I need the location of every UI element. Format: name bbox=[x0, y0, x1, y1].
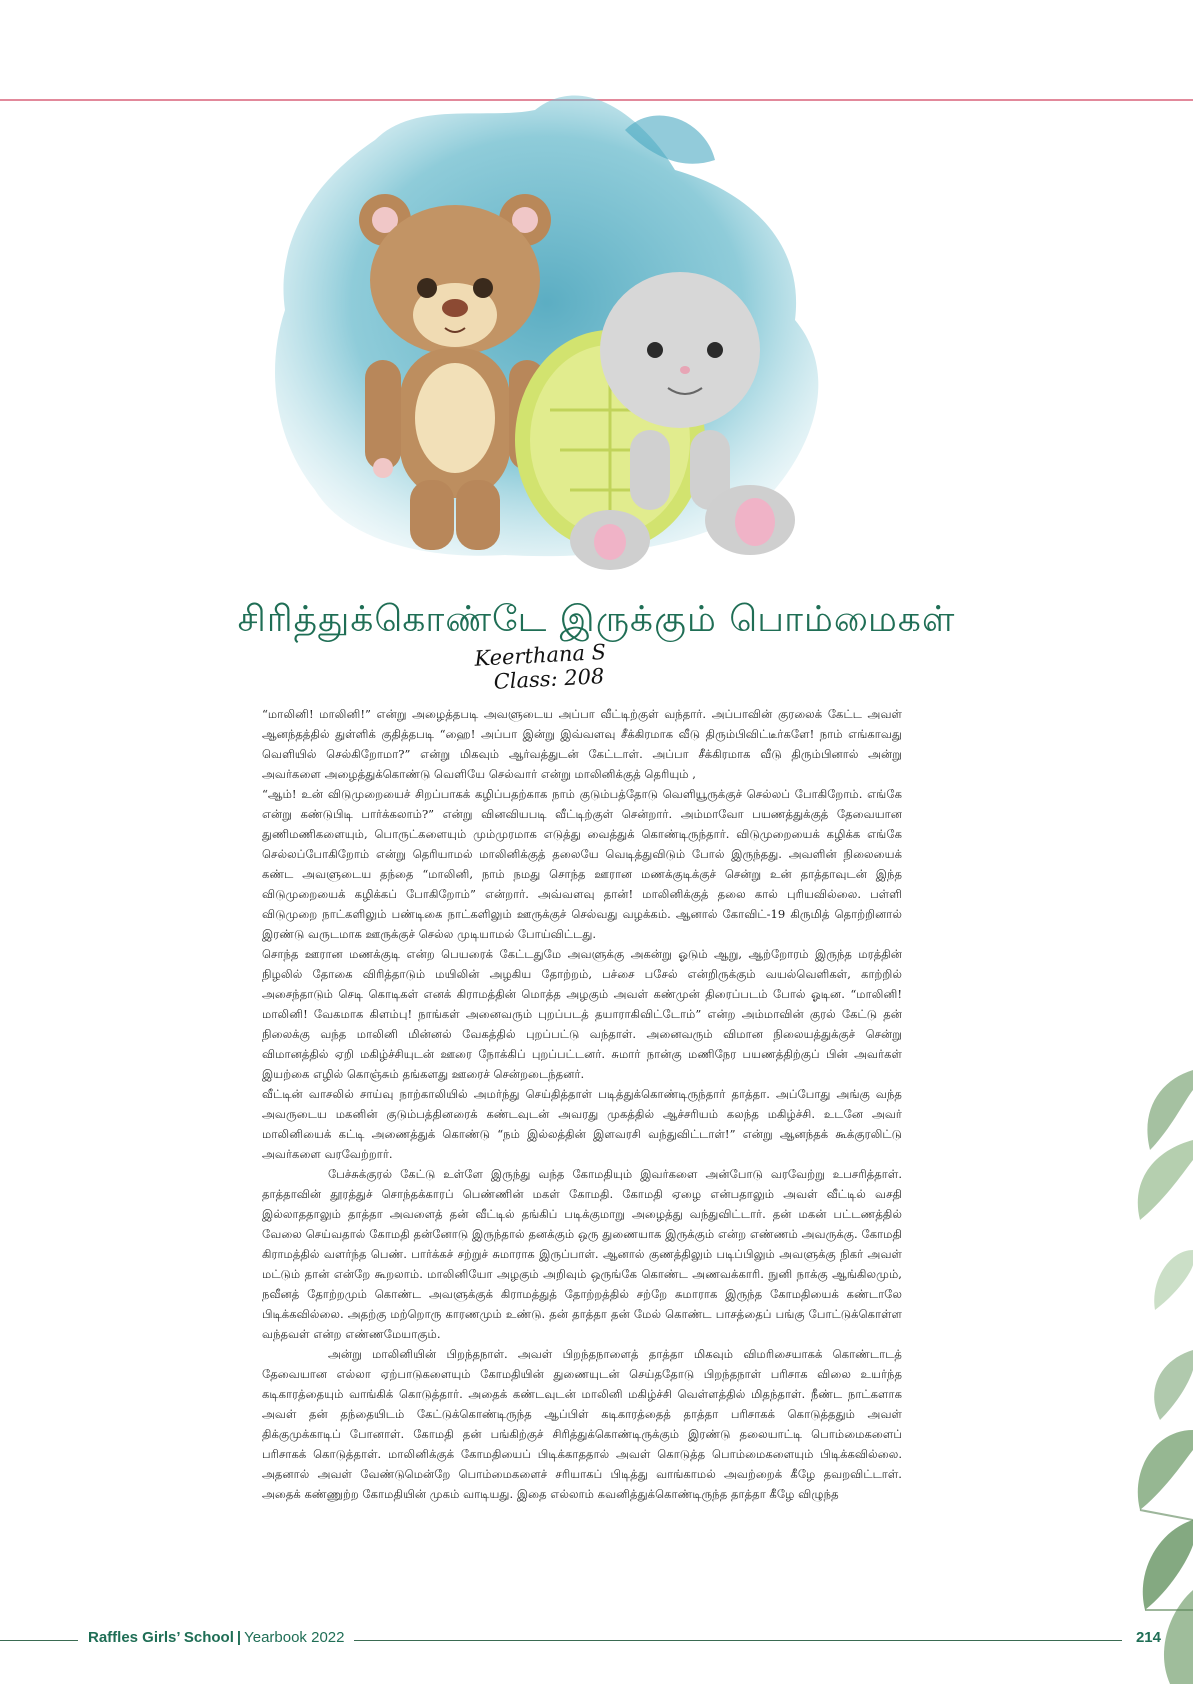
story-paragraph: “மாலினி! மாலினி!” என்று அழைத்தபடி அவளுடைய அப்பா வீட்டிற்குள் வந்தார். அப்பாவின் குரலைக் கேட்ட அவள் ஆனந்தத்தில் துள்ளிக் குதித்தபடி “ஹை! அப்பா இன்று இவ்வளவு சீக்கிரமாக வீடு திரும்பிவிட்டீர்களே! நாம் எங்காவது வெளியில் செல்கிறோமா?” என்று மிகவும் ஆர்வத்துடன் கேட்டாள். அப்பா சீக்கிரமாக வீடு திரும்பினால் அன்று அவர்களை அழைத்துக்கொண்டு வெளியே செல்வார் என்று மாலினிக்குத் தெரியும் , bbox=[262, 707, 902, 781]
story-title: சிரித்துக்கொண்டே இருக்கும் பொம்மைகள் bbox=[237, 599, 956, 640]
story-paragraph: பேச்சுக்குரல் கேட்டு உள்ளே இருந்து வந்த கோமதியும் இவர்களை அன்போடு வரவேற்று உபசரித்தாள். தாத்தாவின் தூரத்துச் சொந்தக்காரப் பெண்ணின் மகள் கோமதி. கோமதி ஏழை என்பதாலும் அவள் வீட்டில் வசதி இல்லாததாலும் தாத்தா அவளைத் தன் வீட்டில் தங்கிப் படிக்குமாறு அழைத்து வந்துவிட்டார். தன் மகன் பட்டணத்தில் வேலை செய்வதால் கோமதி தன்னோடு இருந்தால் தனக்கும் ஒரு துணையாக இருக்கும் என்ற எண்ணம் அவருக்கு. கோமதி கிராமத்தில் வளர்ந்த பெண். பார்க்கச் சற்றுச் சுமாராக இருப்பாள். ஆனால் குணத்திலும் படிப்பிலும் அவளுக்கு நிகர் அவள் மட்டும் தான் என்றே கூறலாம். மாலினியோ அழகும் அறிவும் ஒருங்கே கொண்ட அணவக்காரி. நுனி நாக்கு ஆங்கிலமும், நவீனத் தோற்றமும் கொண்ட அவளுக்குக் கிராமத்துத் தோற்றத்தில் சற்றே சுமாராக இருந்த கோமதியைக் கண்டாலே பிடிக்கவில்லை. அதற்கு மற்றொரு காரணமும் உண்டு. தன் தாத்தா தன் மேல் கொண்ட பாசத்தைப் பங்கு போட்டுக்கொள்ள வந்தவள் என்ற எண்ணமேயாகும். bbox=[262, 1167, 902, 1341]
leaves-decoration bbox=[1100, 1050, 1193, 1684]
footer-separator: | bbox=[236, 1629, 242, 1646]
teddy-bear-turtle-illustration bbox=[205, 60, 865, 580]
footer-rule-left bbox=[0, 1640, 78, 1641]
footer-publication: Yearbook 2022 bbox=[244, 1629, 345, 1646]
page-number: 214 bbox=[1135, 1629, 1161, 1646]
author-name: Keerthana S bbox=[473, 639, 607, 671]
story-paragraph: “ஆம்! உன் விடுமுறையைச் சிறப்பாகக் கழிப்பதற்காக நாம் குடும்பத்தோடு வெளியூருக்குச் செல்லப் போகிறோம். எங்கே என்று கண்டுபிடி பார்க்கலாம்?” என்று வினவியபடி வீட்டிற்குள் சென்றார். அம்மாவோ பயணத்துக்குத் தேவையான துணிமணிகளையும், பொருட்களையும் மும்முரமாக எடுத்து வைத்துக் கொண்டிருந்தார். விடுமுறையைக் கழிக்க எங்கே செல்லப்போகிறோம் என்று தெரியாமல் மாலினிக்குத் தலையே வெடித்துவிடும் போல் இருந்தது. அவளின் நிலையைக் கண்ட அவளுடைய தந்தை “மாலினி, நாம் நமது சொந்த ஊரான மணக்குடிக்குச் சென்று உன் தாத்தாவுடன் இந்த விடுமுறையைக் கழிக்கப் போகிறோம்” என்றார். அவ்வளவு தான்! மாலினிக்குத் தலை கால் புரியவில்லை. பள்ளி விடுமுறை நாட்களிலும் பண்டிகை நாட்களிலும் ஊருக்குச் செல்வது வழக்கம். ஆனால் கோவிட்-19 கிருமித் தொற்றினால் இரண்டு வருடமாக ஊருக்குச் செல்ல முடியாமல் போய்விட்டது. bbox=[262, 787, 902, 941]
author-class: Class: 208 bbox=[493, 664, 605, 694]
footer-credit bbox=[88, 1629, 344, 1651]
footer-school: Raffles Girls’ School bbox=[88, 1629, 234, 1646]
footer-rule bbox=[354, 1640, 1122, 1641]
story-paragraph: வீட்டின் வாசலில் சாய்வு நாற்காலியில் அமர்ந்து செய்தித்தாள் படித்துக்கொண்டிருந்தார் தாத்தா. அப்போது அங்கு வந்த அவருடைய மகனின் குடும்பத்தினரைக் கண்டவுடன் அவரது முகத்தில் ஆச்சரியம் கலந்த மகிழ்ச்சி. உடனே அவர் மாலினியைக் கட்டி அணைத்துக் கொண்டு “நம் இல்லத்தின் இளவரசி வந்துவிட்டாள்!” என்று ஆனந்தக் கூக்குரலிட்டு அவர்களை வரவேற்றார். bbox=[262, 1087, 902, 1161]
story-paragraph: அன்று மாலினியின் பிறந்தநாள். அவள் பிறந்தநாளைத் தாத்தா மிகவும் விமரிசையாகக் கொண்டாடத் தேவையான எல்லா ஏற்பாடுகளையும் கோமதியின் துணையுடன் செய்ததோடு பிறந்தநாள் பரிசாக விலை உயர்ந்த கடிகாரத்தையும் வாங்கிக் கொடுத்தார். அதைக் கண்டவுடன் மாலினி மகிழ்ச்சி வெள்ளத்தில் மிதந்தாள். நீண்ட நாட்களாக அவள் தன் தந்தையிடம் கேட்டுக்கொண்டிருந்த ஆப்பிள் கடிகாரத்தைத் தாத்தா பரிசாகக் கொடுத்ததும் அவள் திக்குமுக்காடிப் போனாள். கோமதி தன் பங்கிற்குச் சிரித்துக்கொண்டிருக்கும் இரண்டு தலையாட்டி பொம்மைகளைப் பரிசாகக் கொடுத்தாள். மாலினிக்குக் கோமதியைப் பிடிக்காததால் அவள் கொடுத்த பொம்மைகளையும் பிடிக்கவில்லை. அதனால் அவள் வேண்டுமென்றே பொம்மைகளைச் சரியாகப் பிடித்து வாங்காமல் அவற்றைக் கீழே தவறவிட்டாள். அதைக் கண்ணுற்ற கோமதியின் முகம் வாடியது. இதை எல்லாம் கவனித்துக்கொண்டிருந்த தாத்தா கீழே விழுந்த bbox=[262, 1347, 902, 1501]
story-paragraph: சொந்த ஊரான மணக்குடி என்ற பெயரைக் கேட்டதுமே அவளுக்கு அகன்று ஓடும் ஆறு, ஆற்றோரம் இருந்த மரத்தின் நிழலில் தோகை விரித்தாடும் மயிலின் அழகிய தோற்றம், பச்சை பசேல் என்றிருக்கும் வயல்வெளிகள், காற்றில் அசைந்தாடும் செடி கொடிகள் எனக் கிராமத்தின் மொத்த அழகும் அவள் கண்முன் திரைப்படம் போல் ஓடின. “மாலினி! மாலினி! வேகமாக கிளம்பு! நாங்கள் அனைவரும் புறப்படத் தயாராகிவிட்டோம்” என்ற அம்மாவின் குரல் கேட்டு தன் நிலைக்கு வந்த மாலினி மின்னல் வேகத்தில் புறப்பட்டு வந்தாள். அனைவரும் விமான நிலையத்துக்குச் சென்று விமானத்தில் ஏறி மகிழ்ச்சியுடன் ஊரை நோக்கிப் புறப்பட்டனர். சுமார் நான்கு மணிநேர பயணத்திற்குப் பின் அவர்கள் இயற்கை எழில் கொஞ்சும் தங்களது ஊரைச் சென்றடைந்தனர். bbox=[262, 947, 902, 1081]
story-body bbox=[262, 704, 902, 1504]
